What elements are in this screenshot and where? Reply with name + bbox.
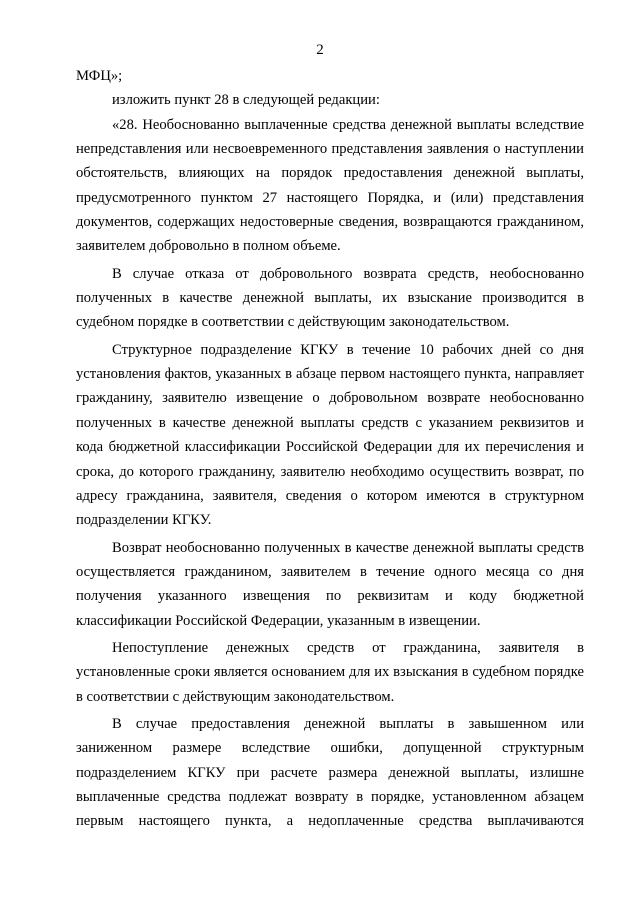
text-line: кода бюджетной классификации Российской Федерации для их перечисления и (76, 439, 584, 456)
text-line: в соответствии с действующим законодательством. (76, 688, 395, 705)
text-line: установления фактов, указанных в абзаце первом настоящего пункта, направляет (76, 366, 584, 383)
text-line: документов, содержащих недостоверные сведения, возвращаются гражданином, (76, 214, 584, 231)
text-line: В случае отказа от добровольного возврата средств, необоснованно (112, 265, 584, 282)
text-line: Структурное подразделение КГКУ в течение 10 рабочих дней со дня (112, 341, 584, 358)
text-line: подразделении КГКУ. (76, 512, 212, 529)
text-line: гражданину, заявителю извещение о добровольном возврате необоснованно (76, 390, 584, 407)
text-line: получения указанного извещения по реквизитам и коду бюджетной (76, 588, 584, 605)
text-line: заявителем добровольно в полном объеме. (76, 238, 341, 255)
text-line: полученных в качестве денежной выплаты, их взыскание производится в (76, 290, 584, 307)
text-line: срока, до которого гражданину, заявителю необходимо осуществить возврат, по (76, 463, 584, 480)
text-line: адресу гражданина, заявителя, сведения о котором имеются в структурном (76, 487, 584, 504)
text-line: Непоступление денежных средств от гражданина, заявителя в (112, 639, 584, 656)
page-number: 2 (316, 42, 324, 58)
text-line: МФЦ»; (76, 68, 123, 84)
text-line: подразделением КГКУ при расчете размера денежной выплаты, излишне (76, 764, 584, 781)
text-line: заниженном размере вследствие ошибки, допущенной структурным (76, 740, 584, 757)
text-line: непредставления или несвоевременного представления заявления о наступлении (76, 141, 584, 158)
document-body (76, 64, 584, 834)
text-line: первым настоящего пункта, а недоплаченные средства выплачиваются (76, 813, 584, 830)
text-line: судебном порядке в соответствии с действующим законодательством. (76, 314, 510, 331)
text-line: изложить пункт 28 в следующей редакции: (112, 92, 380, 109)
text-line: классификации Российской Федерации, указанным в извещении. (76, 612, 481, 629)
text-line: Возврат необоснованно полученных в качестве денежной выплаты средств (112, 539, 584, 556)
text-line: предусмотренного пунктом 27 настоящего Порядка, и (или) представления (76, 189, 584, 206)
text-line: осуществляется гражданином, заявителем в течение одного месяца со дня (76, 563, 584, 580)
text-line: «28. Необоснованно выплаченные средства денежной выплаты вследствие (112, 116, 584, 133)
text-line: обстоятельств, влияющих на порядок предоставления денежной выплаты, (76, 165, 584, 182)
text-line: выплаченные средства подлежат возврату в порядке, установленном абзацем (76, 788, 584, 805)
text-line: В случае предоставления денежной выплаты в завышенном или (112, 715, 584, 732)
text-line: полученных в качестве денежной выплаты средств с указанием реквизитов и (76, 414, 584, 431)
text-line: установленные сроки является основанием для их взыскания в судебном порядке (76, 664, 584, 681)
